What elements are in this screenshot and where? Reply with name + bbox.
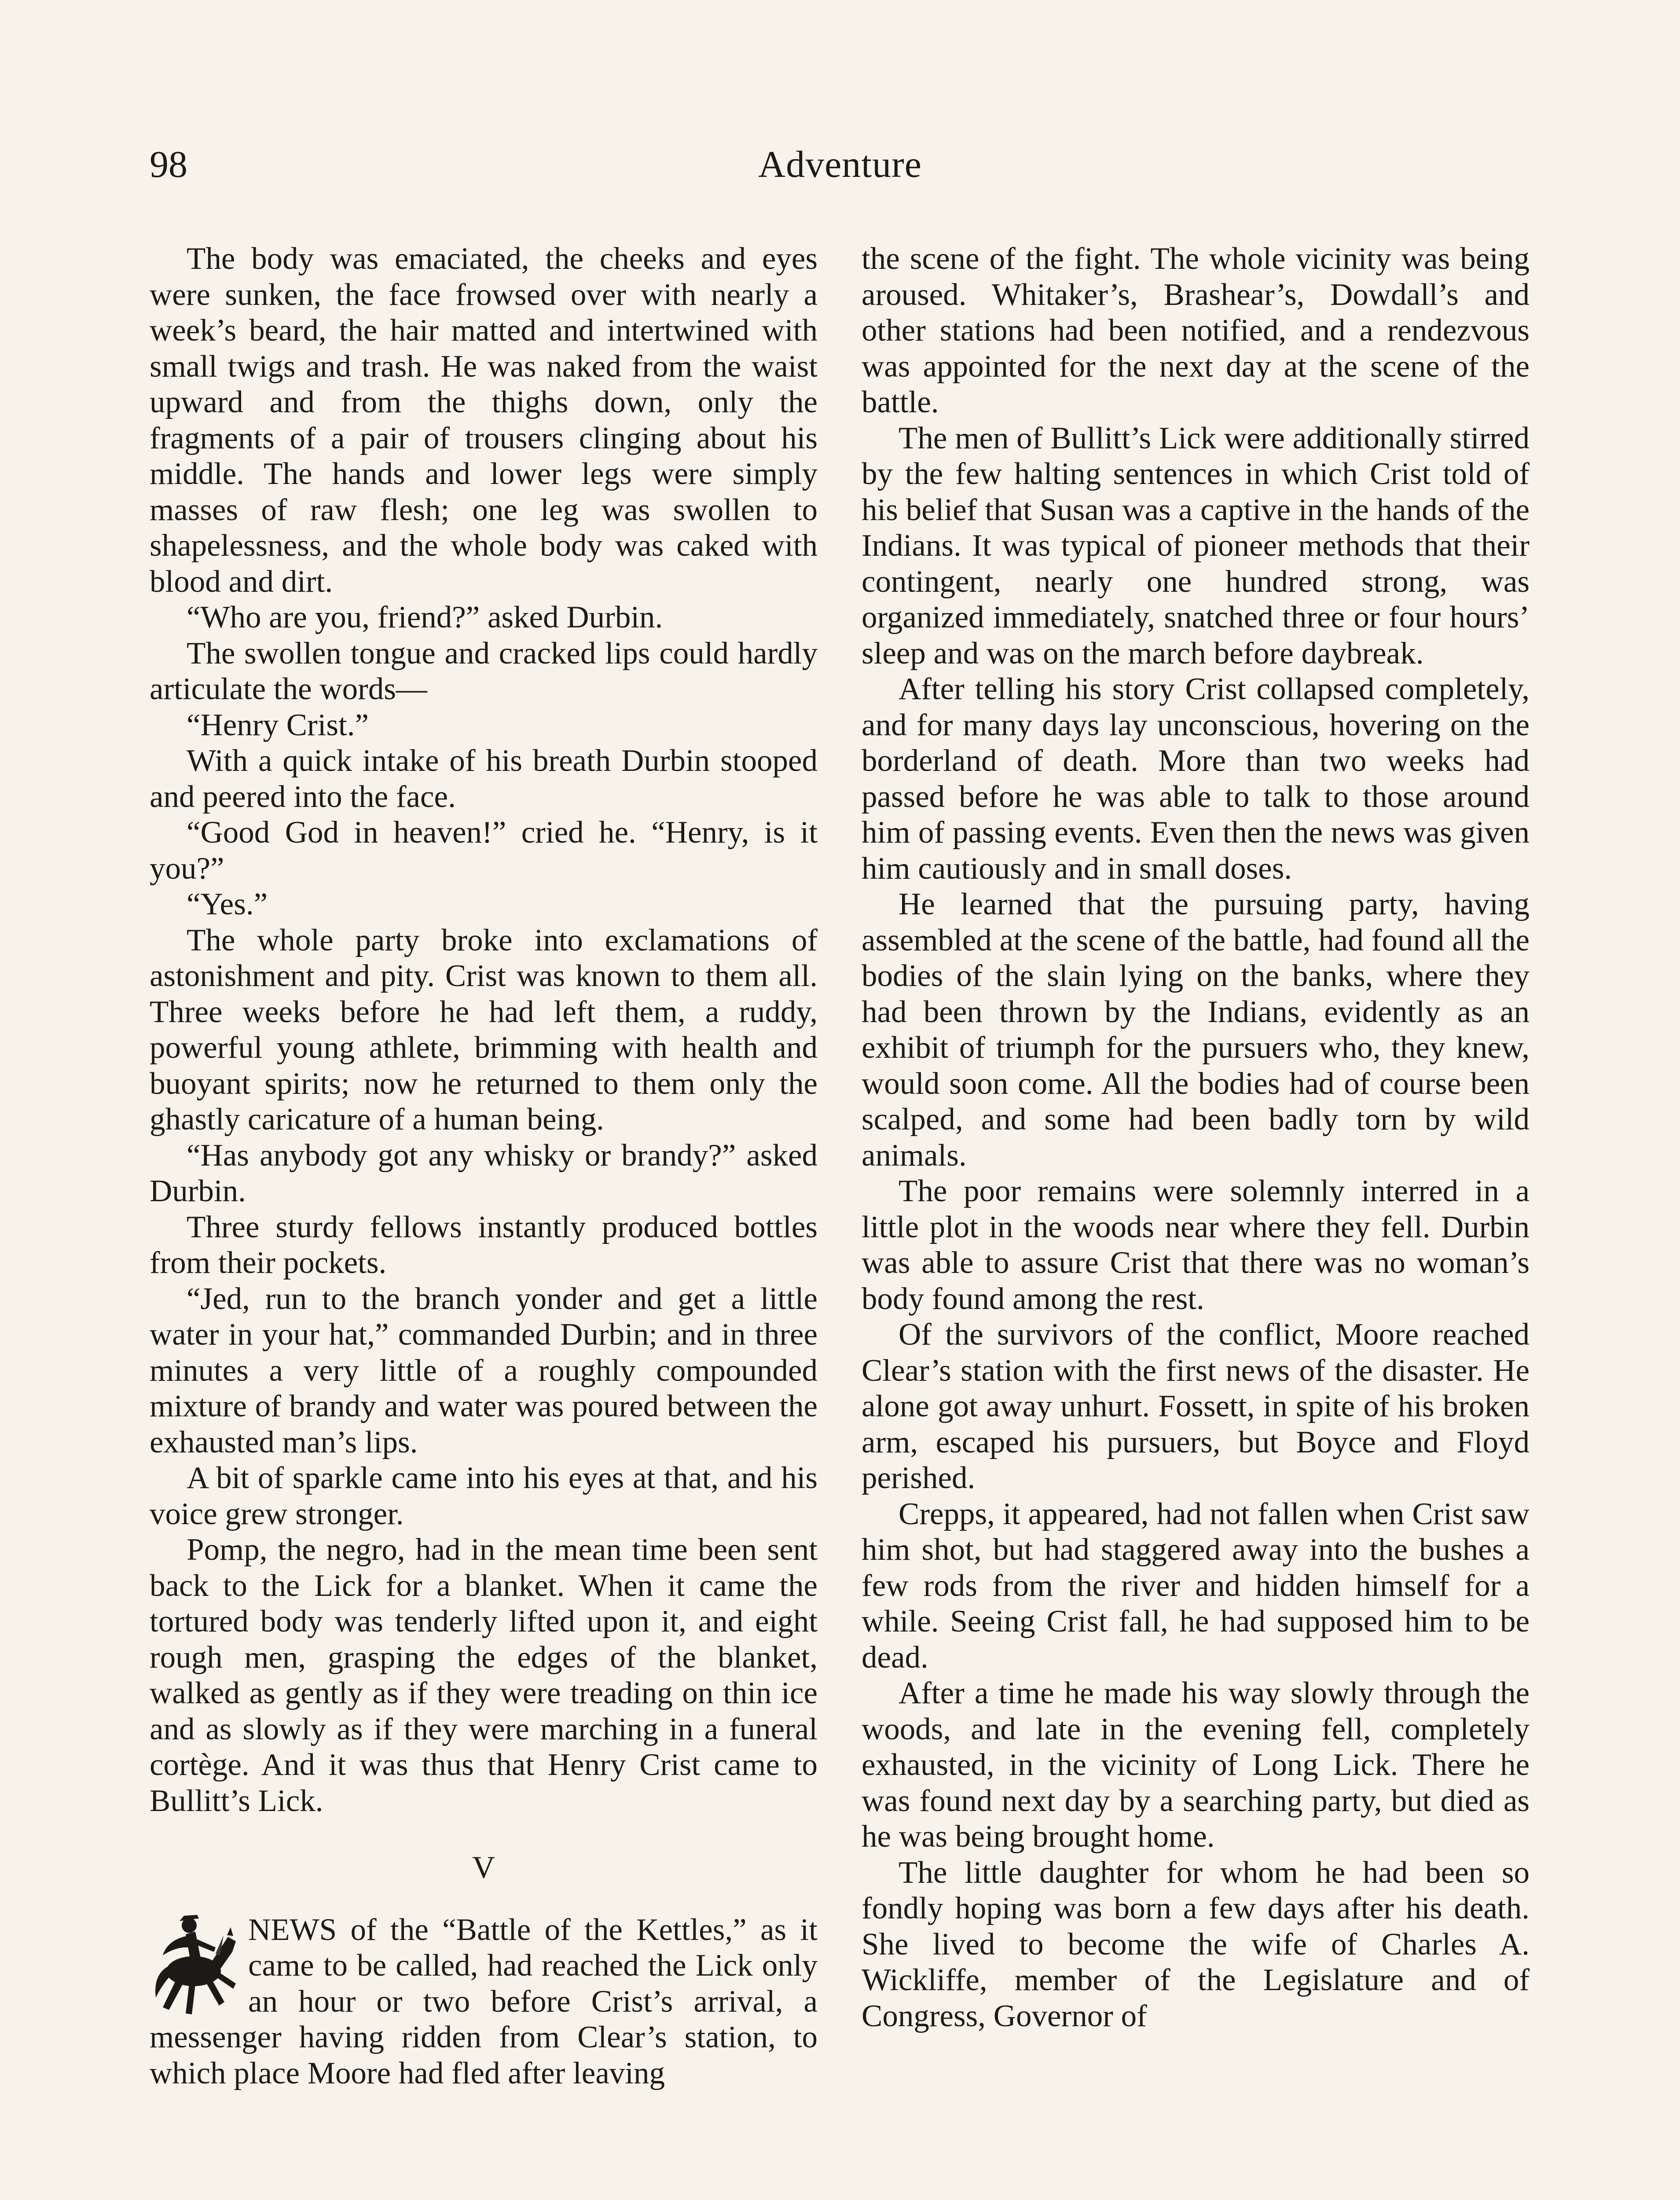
paragraph: Of the survivors of the conflict, Moore reached Clear’s station with the first news of the disaster. He alone got away unhurt. Fossett, in spite of his broken arm, escaped his pursuers, but Boyce and Floyd perished. — [862, 1317, 1530, 1495]
paragraph: A bit of sparkle came into his eyes at that, and his voice grew stronger. — [150, 1461, 818, 1531]
paragraph: The men of Bullitt’s Lick were additionally stirred by the few halting sentences in which Crist told of his belief that Susan was a captive in the hands of the Indians. It was typical of pioneer methods that their contingent, nearly one hundred strong, was organized immediately, snatched three or four hours’ sleep and was on the march before daybreak. — [862, 421, 1530, 671]
paragraph: After telling his story Crist collapsed completely, and for many days lay unconscious, hovering on the borderland of death. More than two weeks had passed before he was able to talk to those around him of passing events. Even then the news was given him cautiously and in small doses. — [862, 672, 1530, 886]
section-opening — [150, 1912, 818, 2092]
page-header — [150, 145, 1530, 207]
paragraph: “Yes.” — [187, 887, 268, 921]
section-heading: V — [472, 1850, 495, 1885]
paragraph: He learned that the pursuing party, having assembled at the scene of the battle, had found all the bodies of the slain lying on the banks, where they had been thrown by the Indians, evidently as an exhibit of triumph for the pursuers who, they knew, would soon come. All the bodies had of course been scalped, and some had been badly torn by wild animals. — [862, 887, 1530, 1173]
paragraph: the scene of the fight. The whole vicinity was being aroused. Whitaker’s, Brashear’s, Dowdall’s and other stations had been notified, and a rendezvous was appointed for the next day at the scene of the battle. — [862, 242, 1530, 419]
right-column — [862, 241, 1530, 2034]
page-number: 98 — [150, 143, 187, 185]
paragraph: “Who are you, friend?” asked Durbin. — [187, 600, 663, 634]
left-column — [150, 241, 818, 2091]
paragraph: The whole party broke into exclamations of astonishment and pity. Crist was known to them all. Three weeks before he had left them, a ruddy, powerful young athlete, brimming with health and buoyant spirits; now he returned to them only the ghastly caricature of a human being. — [150, 923, 818, 1137]
paragraph: Three sturdy fellows instantly produced bottles from their pockets. — [150, 1210, 818, 1280]
paragraph: NEWS of the “Battle of the Kettles,” as it came to be called, had reached the Lick only an hour or two before Crist’s arrival, a messenger having ridden from Clear’s station, to which place Moore had fled after leaving — [150, 1912, 818, 2090]
paragraph: The little daughter for whom he had been so fondly hoping was born a few days after his death. She lived to become the wife of Charles A. Wickliffe, member of the Legislature and of Congress, Governor of — [862, 1855, 1530, 2033]
paragraph: The poor remains were solemnly interred in a little plot in the woods near where they fell. Durbin was able to assure Crist that there was no woman’s body found among the rest. — [862, 1174, 1530, 1316]
paragraph: “Henry Crist.” — [187, 708, 369, 742]
paragraph: With a quick intake of his breath Durbin stooped and peered into the face. — [150, 744, 818, 814]
horse-and-rider-icon — [150, 1910, 238, 2020]
paragraph: “Jed, run to the branch yonder and get a little water in your hat,” commanded Durbin; and in three minutes a very little of a roughly compounded mixture of brandy and water was poured between the exhausted man’s lips. — [150, 1281, 818, 1459]
paragraph: Crepps, it appeared, had not fallen when Crist saw him shot, but had staggered away into the bushes a few rods from the river and hidden himself for a while. Seeing Crist fall, he had supposed him to be dead. — [862, 1496, 1530, 1675]
paragraph: The body was emaciated, the cheeks and eyes were sunken, the face frowsed over with nearly a week’s beard, the hair matted and intertwined with small twigs and trash. He was naked from the waist upward and from the thighs down, only the fragments of a pair of trousers clinging about his middle. The hands and lower legs were simply masses of raw flesh; one leg was swollen to shapelessness, and the whole body was caked with blood and dirt. — [150, 242, 818, 599]
paragraph: “Has anybody got any whisky or brandy?” asked Durbin. — [150, 1138, 818, 1208]
paragraph: After a time he made his way slowly through the woods, and late in the evening fell, completely exhausted, in the vicinity of Long Lick. There he was found next day by a searching party, but died as he was being brought home. — [862, 1676, 1530, 1854]
paragraph: The swollen tongue and cracked lips could hardly articulate the words— — [150, 636, 818, 706]
paragraph: “Good God in heaven!” cried he. “Henry, is it you?” — [150, 815, 818, 886]
running-title: Adventure — [758, 143, 922, 185]
paragraph: Pomp, the negro, had in the mean time been sent back to the Lick for a blanket. When it came the tortured body was tenderly lifted upon it, and eight rough men, grasping the edges of the blanket, walked as gently as if they were treading on thin ice and as slowly as if they were marching in a funeral cortège. And it was thus that Henry Crist came to Bullitt’s Lick. — [150, 1533, 818, 1818]
